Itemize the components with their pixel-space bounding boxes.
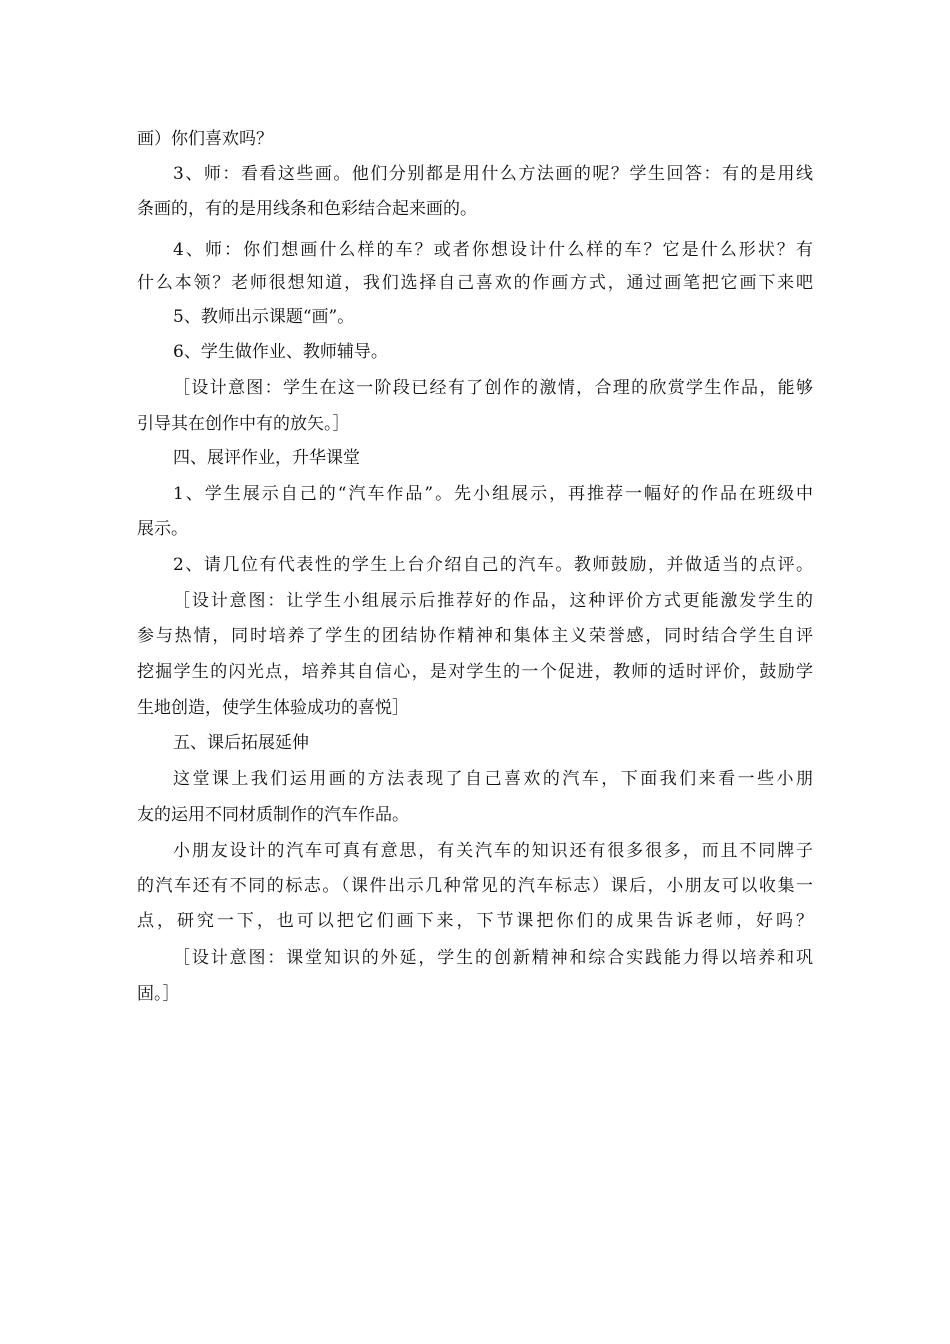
text-line: 固。］ bbox=[137, 984, 180, 1004]
text-line: 1、学生展示自己的“汽车作品”。先小组展示，再推荐一幅好的作品在班级中 bbox=[173, 484, 813, 504]
text-line: 画）你们喜欢吗？ bbox=[137, 129, 273, 149]
text-line: ［设计意图：学生在这一阶段已经有了创作的激情，合理的欣赏学生作品，能够 bbox=[173, 378, 813, 398]
text-line: 点，研究一下，也可以把它们画下来，下节课把你们的成果告诉老师，好吗？ bbox=[137, 911, 813, 931]
text-line: 的汽车还有不同的标志。（课件出示几种常见的汽车标志）课后，小朋友可以收集一 bbox=[137, 876, 813, 896]
text-line: ［设计意图：课堂知识的外延，学生的创新精神和综合实践能力得以培养和巩 bbox=[173, 948, 813, 968]
text-line: 5、教师出示课题“画”。 bbox=[173, 307, 355, 327]
text-line: 什么本领？老师很想知道，我们选择自己喜欢的作画方式，通过画笔把它画下来吧 bbox=[137, 273, 813, 293]
text-line: 3、师：看看这些画。他们分别都是用什么方法画的呢？学生回答：有的是用线 bbox=[173, 164, 813, 184]
text-line: 2、请几位有代表性的学生上台介绍自己的汽车。教师鼓励，并做适当的点评。 bbox=[173, 555, 813, 575]
text-line: 引导其在创作中有的放矢。］ bbox=[137, 414, 350, 434]
text-line: 五、课后拓展延伸 bbox=[173, 733, 309, 753]
text-line: 挖掘学生的闪光点，培养其自信心，是对学生的一个促进，教师的适时评价，鼓励学 bbox=[137, 662, 813, 682]
text-line: 生地创造，使学生体验成功的喜悦］ bbox=[137, 698, 409, 718]
text-line: 友的运用不同材质制作的汽车作品。 bbox=[137, 805, 409, 825]
text-line: 参与热情，同时培养了学生的团结协作精神和集体主义荣誉感，同时结合学生自评 bbox=[137, 626, 813, 646]
text-line: 条画的，有的是用线条和色彩结合起来画的。 bbox=[137, 199, 477, 219]
text-line: 四、展评作业，升华课堂 bbox=[173, 448, 360, 468]
text-line: 这堂课上我们运用画的方法表现了自己喜欢的汽车，下面我们来看一些小朋 bbox=[173, 769, 813, 789]
text-line: 展示。 bbox=[137, 519, 188, 539]
text-line: 6、学生做作业、教师辅导。 bbox=[173, 342, 388, 362]
text-line: ［设计意图：让学生小组展示后推荐好的作品，这种评价方式更能激发学生的 bbox=[173, 591, 813, 611]
text-line: 小朋友设计的汽车可真有意思，有关汽车的知识还有很多很多，而且不同牌子 bbox=[173, 841, 813, 861]
text-line: 4、师：你们想画什么样的车？或者你想设计什么样的车？它是什么形状？有 bbox=[173, 240, 813, 260]
